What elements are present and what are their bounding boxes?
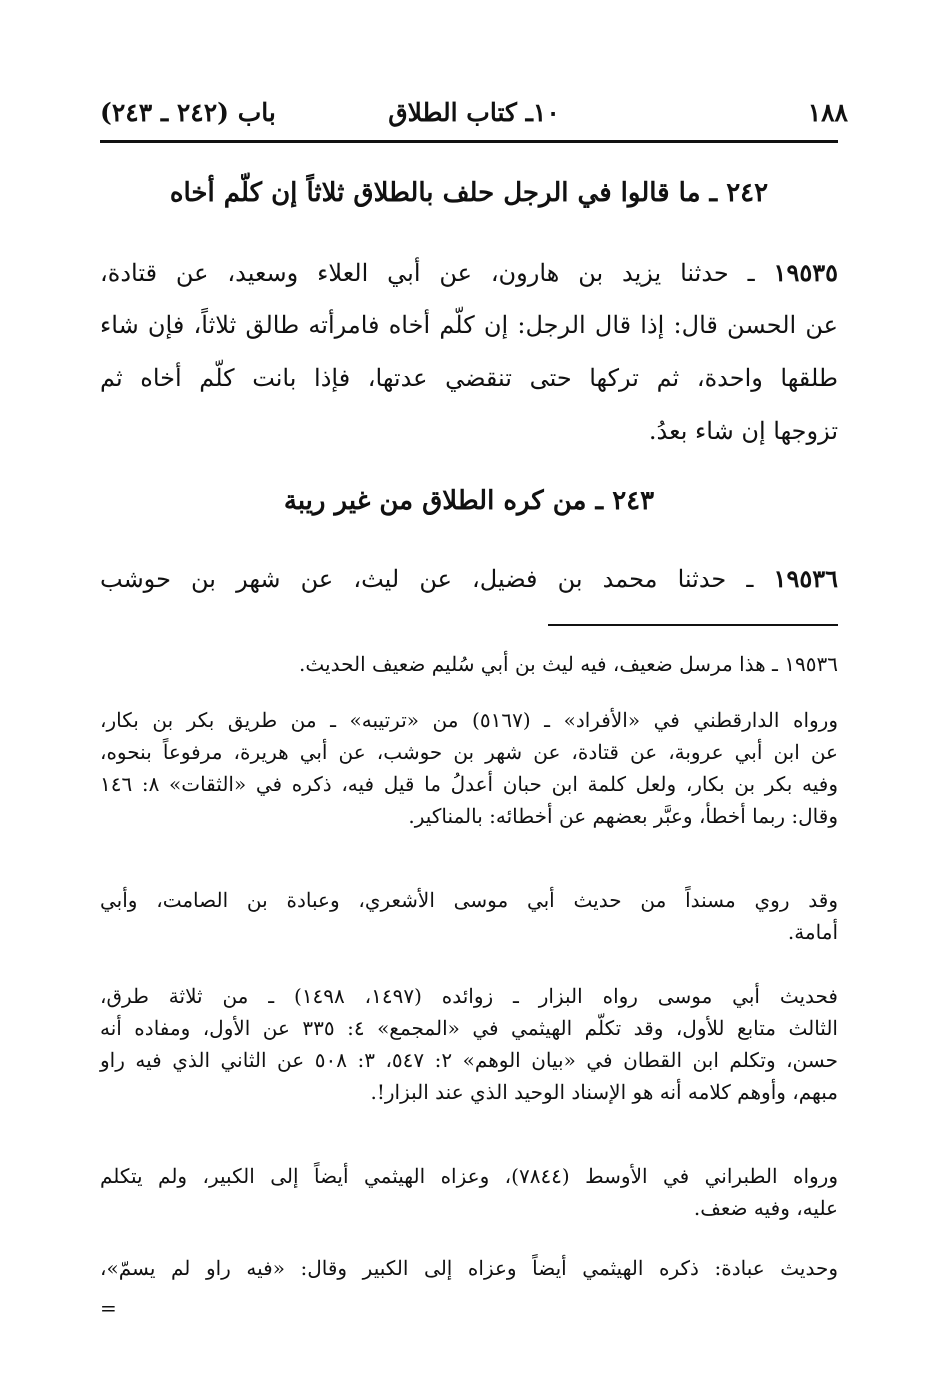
book-title: ١٠ـ كتاب الطلاق bbox=[388, 98, 560, 127]
footnote-2 bbox=[100, 704, 838, 832]
footnote-4 bbox=[100, 980, 838, 1108]
footnote-6 bbox=[100, 1252, 838, 1284]
text-line: ورواه الدارقطني في «الأفراد» ـ (٥١٦٧) من «ترتيبه» ـ من طريق بكر بن بكار، bbox=[100, 708, 838, 732]
continuation-mark: = bbox=[100, 1296, 117, 1320]
text-line: وقد روي مسنداً من حديث أبي موسى الأشعري، وعبادة بن الصامت، وأبي bbox=[100, 888, 838, 912]
chapter-title-243: ٢٤٣ ـ من كره الطلاق من غير ريبة bbox=[283, 486, 655, 516]
page-number: ١٨٨ bbox=[807, 98, 848, 127]
text-line: وفيه بكر بن بكار، ولعل كلمة ابن حبان أعدلُ ما قيل فيه، ذكره في «الثقات» ٨: ١٤٦ bbox=[100, 772, 838, 796]
text-line bbox=[100, 246, 838, 299]
chapter-range: باب (٢٤٢ ـ ٢٤٣) bbox=[100, 98, 276, 127]
hadith-number: ١٩٥٣٦ bbox=[773, 564, 838, 593]
hadith-19535 bbox=[100, 246, 838, 458]
text-line: وحديث عبادة: ذكره الهيثمي أيضاً وعزاه إلى الكبير وقال: «فيه راو لم يسمّ»، bbox=[100, 1256, 838, 1280]
text-line: حسن، وتكلم ابن القطان في «بيان الوهم» ٢: ٥٤٧، ٣: ٥٠٨ عن الثاني الذي فيه راو bbox=[100, 1048, 838, 1072]
hadith-19536 bbox=[100, 552, 838, 605]
text-span: ـ حدثنا محمد بن فضيل، عن ليث، عن شهر بن حوشب bbox=[100, 565, 754, 593]
text-line: الثالث متابع للأول، وقد تكلّم الهيثمي في «المجمع» ٤: ٣٣٥ عن الأول، ومفاده أنه bbox=[100, 1016, 838, 1040]
text-line: عن ابن أبي عروبة، عن قتادة، عن شهر بن حوشب، عن أبي هريرة، مرفوعاً بنحوه، bbox=[100, 740, 838, 764]
text-line bbox=[100, 552, 838, 605]
running-header bbox=[100, 98, 848, 138]
text-line: مبهم، وأوهم كلامه أنه هو الإسناد الوحيد الذي عند البزار!. bbox=[370, 1080, 838, 1104]
footnote-1 bbox=[100, 648, 838, 680]
footnote-separator bbox=[548, 624, 838, 626]
text-line: عن الحسن قال: إذا قال الرجل: إن كلّم أخاه فامرأته طالق ثلاثاً، فإن شاء bbox=[100, 311, 838, 339]
header-rule bbox=[100, 140, 838, 143]
footnote-5 bbox=[100, 1160, 838, 1224]
text-span: ـ حدثنا يزيد بن هارون، عن أبي العلاء وسعيد، عن قتادة، bbox=[100, 259, 755, 287]
text-line: عليه، وفيه ضعف. bbox=[693, 1196, 838, 1220]
text-line: فحديث أبي موسى رواه البزار ـ زوائده (١٤٩٧، ١٤٩٨) ـ من ثلاثة طرق، bbox=[100, 984, 838, 1008]
text-line: وقال: ربما أخطأ، وعبَّر بعضهم عن أخطائه: بالمناكير. bbox=[408, 804, 838, 828]
text-line: ورواه الطبراني في الأوسط (٧٨٤٤)، وعزاه الهيثمي أيضاً إلى الكبير، ولم يتكلم bbox=[100, 1164, 839, 1188]
text-line: تزوجها إن شاء بعدُ. bbox=[648, 417, 838, 445]
chapter-title-242: ٢٤٢ ـ ما قالوا في الرجل حلف بالطلاق ثلاثاً إن كلّم أخاه bbox=[169, 178, 769, 208]
text-line: طلقها واحدة، ثم تركها حتى تنقضي عدتها، فإذا بانت كلّم أخاه ثم bbox=[100, 364, 838, 392]
text-line: ١٩٥٣٦ ـ هذا مرسل ضعيف، فيه ليث بن أبي سُليم ضعيف الحديث. bbox=[299, 652, 838, 676]
text-line: أمامة. bbox=[787, 920, 838, 944]
hadith-number: ١٩٥٣٥ bbox=[773, 258, 838, 287]
footnote-3 bbox=[100, 884, 838, 948]
